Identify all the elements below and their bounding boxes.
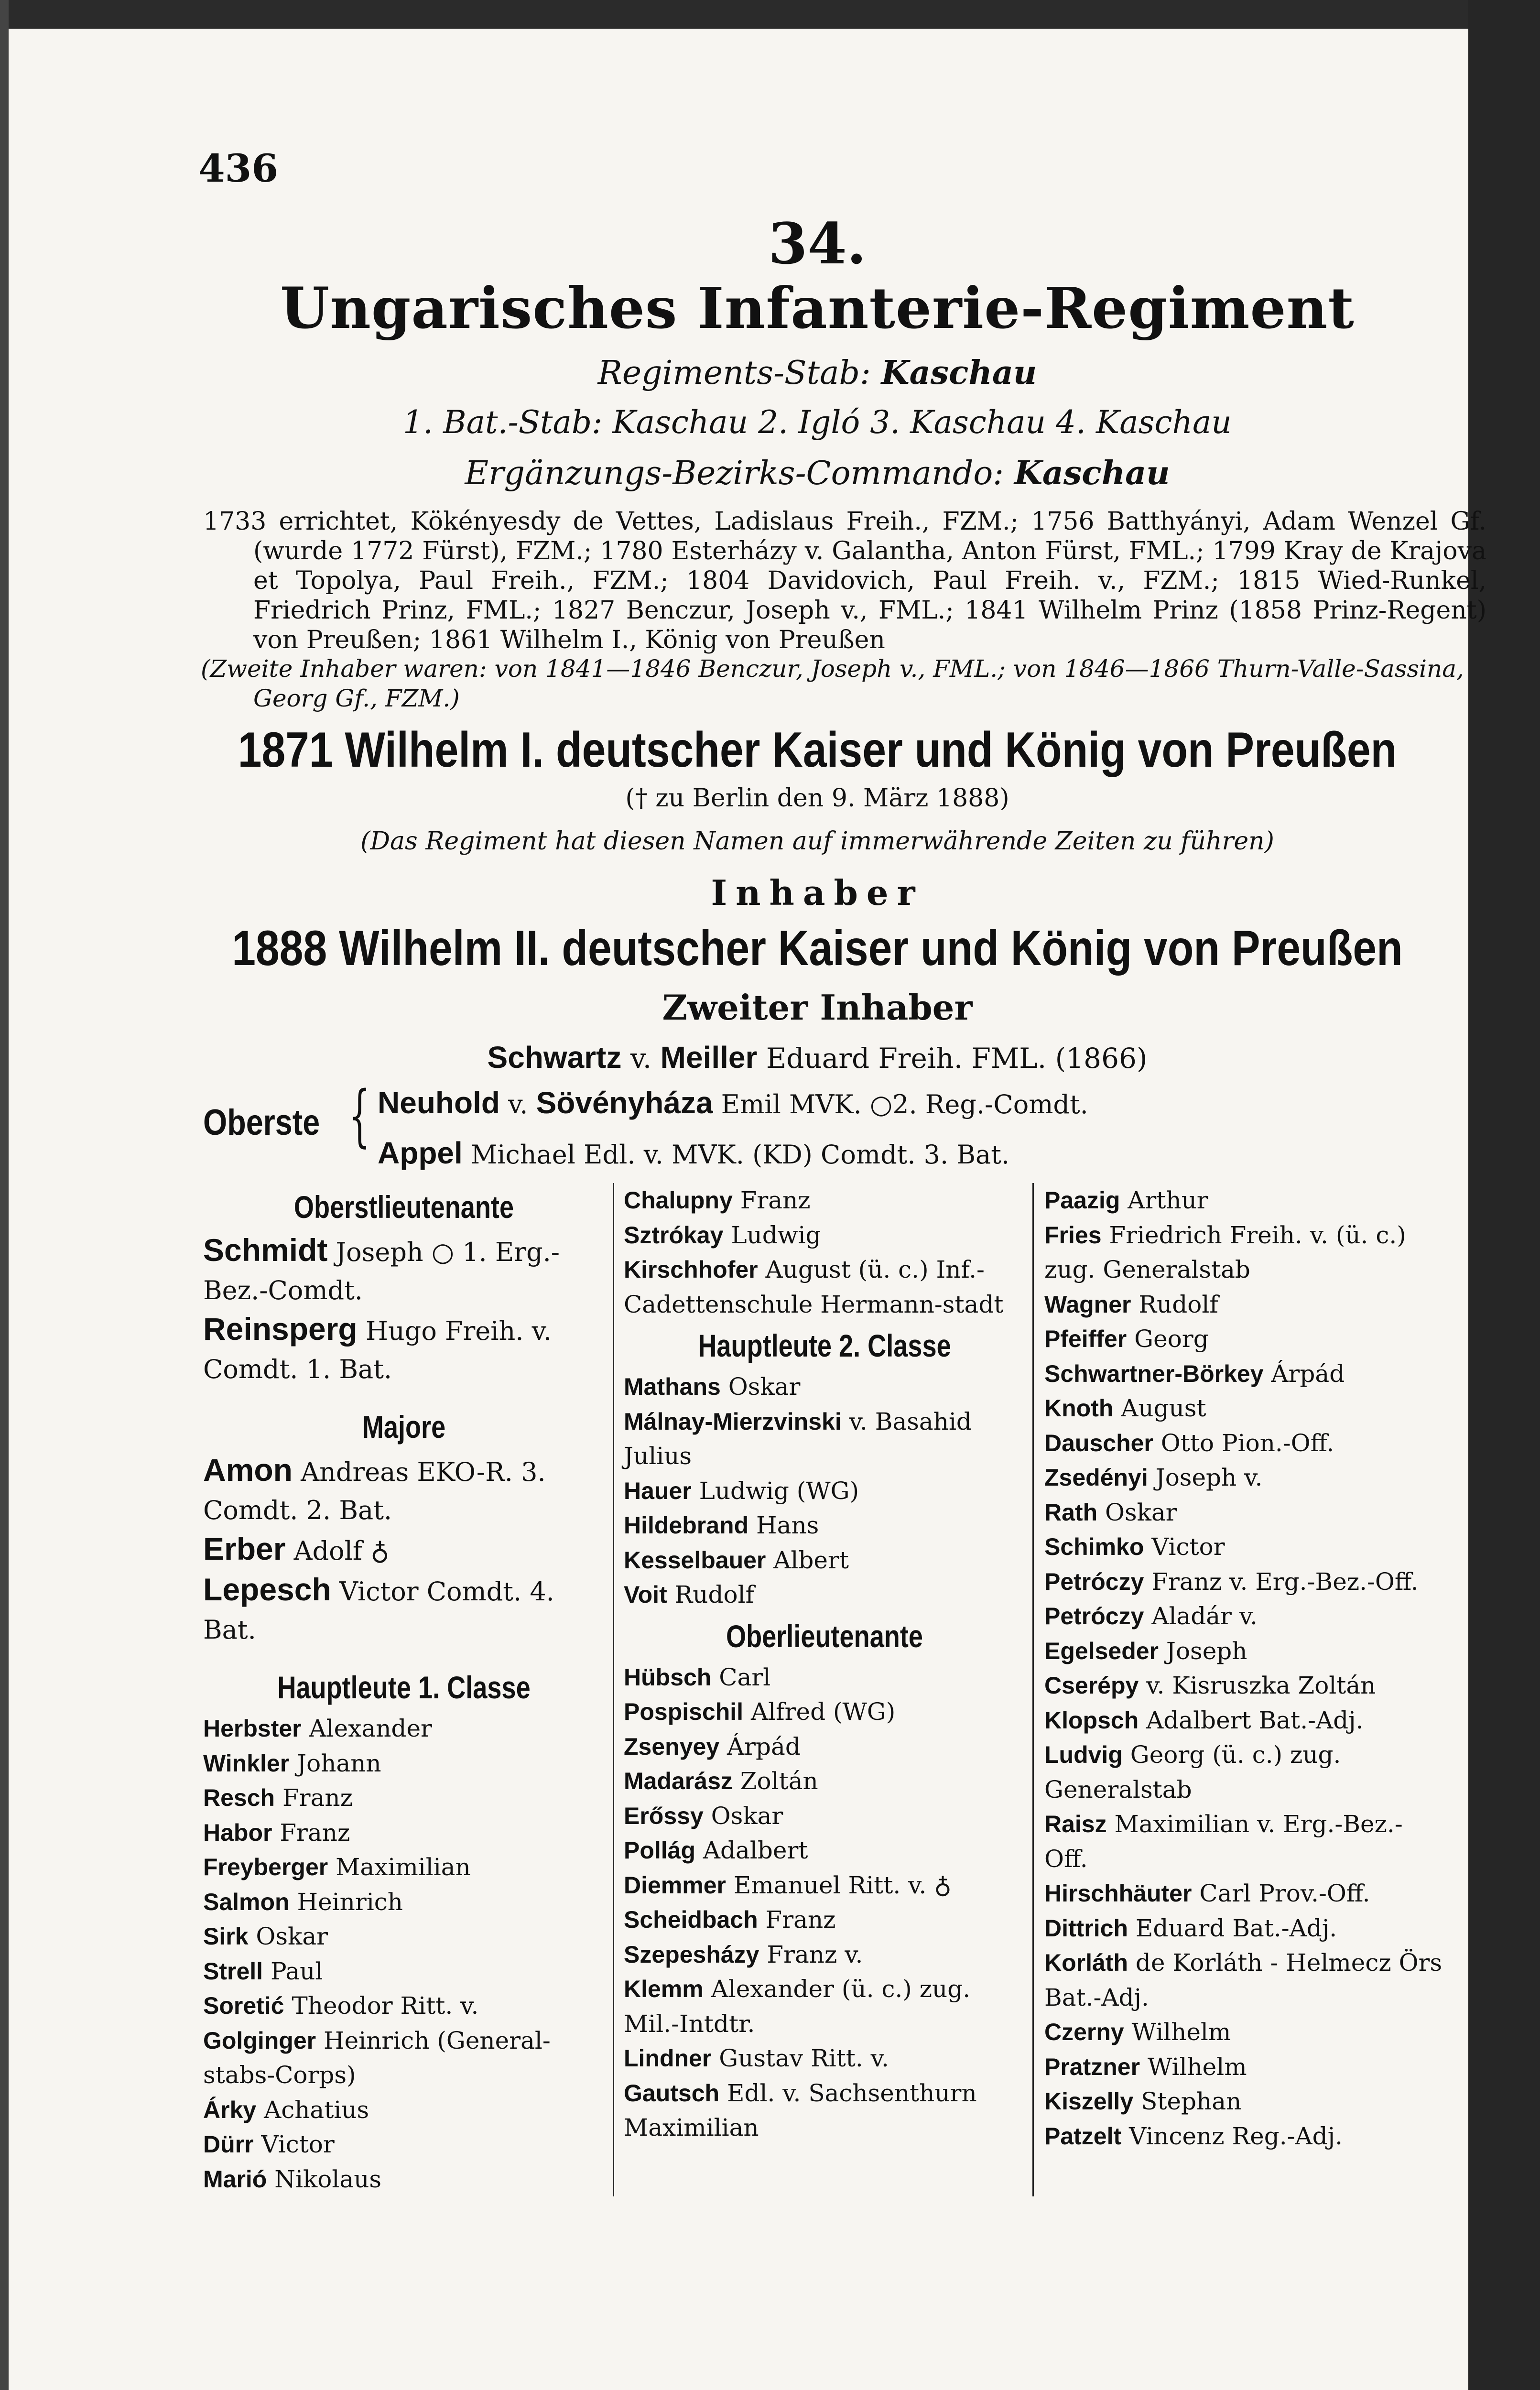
officer-surname: Herbster xyxy=(203,1715,302,1742)
officer-entry xyxy=(203,1850,605,1885)
officer-details: Carl Prov.-Off. xyxy=(1192,1879,1370,1907)
officer-details: Arthur xyxy=(1120,1186,1208,1214)
officer-entry xyxy=(1044,1495,1446,1530)
officer-details: Hugo Freih. v. Comdt. 1. Bat. xyxy=(203,1316,552,1384)
oberst-rest: Michael Edl. v. MVK. (KD) Comdt. 3. Bat. xyxy=(462,1140,1010,1170)
officer-details: Maximilian xyxy=(328,1853,471,1881)
officer-surname: Mathans xyxy=(624,1373,721,1400)
officer-surname: Kirschhofer xyxy=(624,1256,758,1283)
officer-surname: Golginger xyxy=(203,2027,316,2054)
officer-surname: Czerny xyxy=(1044,2019,1124,2045)
oberlieutenante-continued-list xyxy=(1044,1183,1446,2153)
officer-entry xyxy=(203,1570,605,1649)
officer-details: Joseph v. xyxy=(1148,1464,1263,1491)
officer-surname: Lepesch xyxy=(203,1572,331,1607)
officer-entry xyxy=(624,1474,1025,1509)
officer-entry xyxy=(1044,2050,1446,2085)
officer-surname: Rath xyxy=(1044,1499,1098,1526)
officer-details: Aladár v. xyxy=(1144,1602,1258,1630)
officer-entry xyxy=(624,1183,1025,1218)
officer-details: Victor xyxy=(253,2130,335,2158)
officer-entry xyxy=(1044,2015,1446,2050)
officer-surname: Fries xyxy=(1044,1221,1102,1249)
officer-entry xyxy=(1044,2119,1446,2154)
officer-entry xyxy=(624,1369,1025,1404)
column-middle xyxy=(624,1183,1025,2145)
officer-details: Árpád xyxy=(719,1732,801,1760)
officer-surname: Chalupny xyxy=(624,1187,733,1214)
officer-entry xyxy=(1044,1183,1446,1218)
stab-place: Kaschau xyxy=(881,354,1037,392)
heading-hauptleute-1: Hauptleute 1. Classe xyxy=(277,1670,531,1705)
officer-entry xyxy=(203,1919,605,1954)
officer-details: Theodor Ritt. v. xyxy=(284,1992,479,2020)
officer-surname: Korláth xyxy=(1044,1949,1128,1976)
officer-surname: Dittrich xyxy=(1044,1914,1128,1942)
battalion-stations: 1. Bat.-Stab: Kaschau 2. Igló 3. Kaschau 4. Kaschau xyxy=(403,404,1232,441)
officer-entry xyxy=(203,2093,605,2128)
zweiter-surname-2: Meiller xyxy=(660,1040,758,1075)
officer-entry xyxy=(624,1577,1025,1612)
officer-surname: Salmon xyxy=(203,1888,290,1915)
officer-surname: Patzelt xyxy=(1044,2122,1122,2150)
officer-details: v. Basahid Julius xyxy=(624,1407,972,1470)
officer-surname: Kesselbauer xyxy=(624,1546,766,1574)
officer-details: Maximilian v. Erg.-Bez.-Off. xyxy=(1044,1810,1403,1873)
officer-entry xyxy=(1044,1703,1446,1738)
officer-surname: Soretić xyxy=(203,1992,284,2019)
officer-details: Emanuel Ritt. v. ♁ xyxy=(726,1871,952,1899)
officer-entry xyxy=(624,1799,1025,1834)
officer-entry xyxy=(1044,1322,1446,1357)
officer-surname: Habor xyxy=(203,1819,272,1846)
officer-entry xyxy=(203,2127,605,2162)
officer-entry xyxy=(624,1543,1025,1578)
heading-majore: Majore xyxy=(362,1409,446,1445)
officer-details: Rudolf xyxy=(1131,1290,1218,1318)
hauptleute-2-list xyxy=(624,1369,1025,1612)
inhaber-heading: Inhaber xyxy=(711,872,924,913)
officer-entry xyxy=(1044,1391,1446,1426)
column-left xyxy=(203,1183,605,2196)
officer-surname: Klemm xyxy=(624,1976,704,2002)
officer-details: Albert xyxy=(766,1546,849,1574)
officer-details: Adalbert xyxy=(695,1836,808,1864)
officer-entry xyxy=(1044,1530,1446,1564)
erg-place: Kaschau xyxy=(1014,454,1170,492)
officer-entry xyxy=(1044,2084,1446,2119)
officer-entry xyxy=(1044,1599,1446,1634)
officer-entry xyxy=(1044,1911,1446,1946)
officer-surname: Knoth xyxy=(1044,1395,1114,1422)
officer-details: Ludwig xyxy=(723,1221,821,1249)
officer-surname: Pratzner xyxy=(1044,2053,1140,2080)
officer-details: Gustav Ritt. v. xyxy=(711,2044,889,2072)
officer-entry xyxy=(203,2023,605,2093)
regiment-title: Ungarisches Infanterie-Regiment xyxy=(280,275,1355,341)
stab-label: Regiments-Stab: xyxy=(597,354,871,392)
officer-entry xyxy=(203,1988,605,2023)
officer-details: Franz xyxy=(275,1784,353,1812)
officer-details: Vincenz Reg.-Adj. xyxy=(1121,2122,1343,2150)
officer-surname: Schwartner-Börkey xyxy=(1044,1360,1264,1387)
officer-details: Achatius xyxy=(256,2096,369,2124)
officer-details: Árpád xyxy=(1263,1359,1345,1388)
officer-details: de Korláth - Helmecz Örs Bat.-Adj. xyxy=(1044,1949,1442,2011)
officer-entry xyxy=(624,1508,1025,1543)
officer-surname: Strell xyxy=(203,1957,263,1985)
officer-entry xyxy=(1044,1945,1446,2015)
officer-surname: Hildebrand xyxy=(624,1512,749,1539)
officer-entry xyxy=(203,1231,605,1310)
officer-surname: Pospischil xyxy=(624,1698,744,1725)
officer-details: Franz v. xyxy=(759,1940,863,1968)
officer-details: Ludwig (WG) xyxy=(691,1477,859,1505)
officer-details: Rudolf xyxy=(667,1581,755,1608)
honorary-owner-1871: 1871 Wilhelm I. deutscher Kaiser und König von Preußen xyxy=(238,722,1397,778)
hauptleute-1-list xyxy=(203,1711,605,2196)
scan-border-top xyxy=(0,0,1540,29)
officer-details: Victor xyxy=(1144,1533,1225,1561)
regiments-stab xyxy=(0,354,1540,392)
death-note: († zu Berlin den 9. März 1888) xyxy=(625,784,1009,813)
column-right xyxy=(1044,1183,1446,2153)
officer-entry xyxy=(203,1746,605,1781)
officer-surname: Voit xyxy=(624,1581,667,1608)
officer-surname: Cserépy xyxy=(1044,1672,1139,1699)
officer-surname: Petróczy xyxy=(1044,1603,1144,1630)
officer-surname: Hübsch xyxy=(624,1663,712,1691)
officer-surname: Diemmer xyxy=(624,1871,726,1899)
officer-entry xyxy=(624,1972,1025,2041)
oberst-surname: Appel xyxy=(378,1136,463,1170)
officer-details: Franz xyxy=(758,1906,836,1934)
officer-details: Franz v. Erg.-Bez.-Off. xyxy=(1144,1567,1419,1596)
officer-surname: Amon xyxy=(203,1452,293,1488)
oberst-surname: Neuhold xyxy=(378,1086,500,1120)
officer-entry xyxy=(203,1885,605,1920)
officer-details: Georg xyxy=(1127,1325,1209,1353)
officer-entry xyxy=(624,1833,1025,1868)
officer-entry xyxy=(624,1937,1025,1972)
officer-surname: Marió xyxy=(203,2165,267,2193)
officer-surname: Madarász xyxy=(624,1768,733,1794)
zweiter-inhaber-entry xyxy=(0,1040,1540,1075)
officer-details: Andreas EKO-R. 3. Comdt. 2. Bat. xyxy=(203,1457,546,1525)
officer-surname: Hauer xyxy=(624,1477,692,1504)
officer-details: Alfred (WG) xyxy=(743,1698,896,1726)
officer-entry xyxy=(1044,1807,1446,1876)
oberste-brace: { xyxy=(349,1077,370,1155)
heading-oberstlieutenante: Oberstlieutenante xyxy=(293,1189,514,1225)
oberlieutenante-list xyxy=(624,1660,1025,2145)
oberste-label: Oberste xyxy=(203,1102,320,1143)
officer-surname: Erőssy xyxy=(624,1802,704,1829)
officer-details: August xyxy=(1113,1394,1206,1422)
officer-entry xyxy=(624,1252,1025,1322)
officer-details: Georg (ü. c.) zug. Generalstab xyxy=(1044,1741,1341,1803)
heading-hauptleute-2: Hauptleute 2. Classe xyxy=(698,1328,951,1363)
officer-surname: Szepesházy xyxy=(624,1941,759,1968)
oberst-mid: v. xyxy=(499,1089,536,1119)
officer-surname: Schmidt xyxy=(203,1232,328,1268)
officer-details: Eduard Bat.-Adj. xyxy=(1128,1914,1337,1942)
forever-note: (Das Regiment hat diesen Namen auf immerwährende Zeiten zu führen) xyxy=(360,827,1274,856)
officer-surname: Resch xyxy=(203,1784,275,1811)
officer-surname: Scheidbach xyxy=(624,1906,758,1933)
officer-entry xyxy=(1044,1460,1446,1495)
officer-entry xyxy=(624,2076,1025,2145)
officer-surname: Dauscher xyxy=(1044,1429,1153,1456)
officer-entry xyxy=(203,1451,605,1530)
hauptleute-1-continued-list xyxy=(624,1183,1025,1322)
officer-surname: Kiszelly xyxy=(1044,2088,1134,2115)
officer-details: Nikolaus xyxy=(267,2165,382,2193)
officer-entry xyxy=(1044,1357,1446,1391)
officer-surname: Zsenyey xyxy=(624,1733,720,1760)
officer-entry xyxy=(203,1530,605,1570)
officer-entry xyxy=(624,1218,1025,1253)
officer-entry xyxy=(1044,1738,1446,1807)
officer-surname: Erber xyxy=(203,1531,286,1566)
officer-surname: Dürr xyxy=(203,2131,254,2158)
officer-details: Wilhelm xyxy=(1140,2053,1247,2081)
ergaenzungs-bezirk xyxy=(0,454,1540,492)
officer-entry xyxy=(624,1660,1025,1695)
officer-surname: Pollág xyxy=(624,1837,696,1864)
officer-details: Heinrich xyxy=(289,1888,403,1916)
officer-details: August (ü. c.) Inf.-Cadettenschule Hermann-stadt xyxy=(624,1256,1004,1318)
officer-entry xyxy=(624,1868,1025,1903)
page-number: 436 xyxy=(198,146,278,191)
officer-entry xyxy=(203,1310,605,1389)
officer-details: Wilhelm xyxy=(1124,2018,1231,2046)
officer-details: Oskar xyxy=(703,1802,783,1830)
officer-surname: Schimko xyxy=(1044,1533,1144,1560)
regiment-history: 1733 errichtet, Kökényesdy de Vettes, Ladislaus Freih., FZM.; 1756 Batthyányi, Adam Wenzel Gf. (wurde 1772 Fürst), FZM.; 1780 Esterházy v. Galantha, Anton Fürst, FML.; 1799 Kray de Krajova et Topolya, Paul Freih., FZM.; 1804 Davidovich, Paul Freih. v., FZM.; 1815 Wied-Runkel, Friedrich Prinz, FML.; 1827 Benczur, Joseph v., FML.; 1841 Wilhelm Prinz (1858 Prinz-Regent) von Preußen; 1861 Wilhelm I., König von Preußen xyxy=(203,507,1486,654)
zweiter-mid: v. xyxy=(621,1042,661,1075)
officer-details: Johann xyxy=(289,1749,381,1777)
officer-entry xyxy=(203,1954,605,1989)
officer-surname: Reinsperg xyxy=(203,1311,358,1347)
officer-details: Oskar xyxy=(248,1923,328,1950)
column-divider xyxy=(1032,1183,1034,2196)
officer-entry xyxy=(1044,1634,1446,1669)
oberst-entry xyxy=(378,1135,1009,1171)
officer-entry xyxy=(624,1764,1025,1799)
officer-details: Joseph ○ 1. Erg.-Bez.-Comdt. xyxy=(203,1237,560,1305)
column-divider xyxy=(613,1183,614,2196)
officer-surname: Klopsch xyxy=(1044,1706,1139,1734)
officer-entry xyxy=(203,1815,605,1850)
officer-entry xyxy=(624,1404,1025,1474)
officer-entry xyxy=(624,1695,1025,1729)
officer-entry xyxy=(203,1711,605,1746)
officer-details: Otto Pion.-Off. xyxy=(1153,1429,1334,1457)
officer-details: v. Kisruszka Zoltán xyxy=(1139,1672,1376,1699)
officer-details: Alexander xyxy=(301,1715,432,1742)
officer-surname: Raisz xyxy=(1044,1811,1107,1837)
officer-details: Edl. v. Sachsenthurn Maximilian xyxy=(624,2079,977,2141)
officer-details: Oskar xyxy=(1097,1498,1177,1526)
second-inhaber-note: (Zweite Inhaber waren: von 1841—1846 Benczur, Joseph v., FML.; von 1846—1866 Thurn-Valle-Sassina, Georg Gf., FZM.) xyxy=(201,655,1464,712)
officer-surname: Paazig xyxy=(1044,1187,1120,1214)
officer-details: Stephan xyxy=(1133,2087,1242,2115)
officer-surname: Sztrókay xyxy=(624,1221,724,1249)
officer-details: Adalbert Bat.-Adj. xyxy=(1139,1706,1364,1734)
officer-details: Paul xyxy=(263,1957,323,1985)
erg-label: Ergänzungs-Bezirks-Commando: xyxy=(465,455,1004,492)
officer-surname: Árky xyxy=(203,2096,257,2123)
oberst-surname-2: Sövényháza xyxy=(536,1086,713,1120)
oberst-entry xyxy=(378,1085,1088,1120)
officer-surname: Ludvig xyxy=(1044,1741,1123,1768)
zweiter-rest: Eduard Freih. FML. (1866) xyxy=(757,1042,1148,1075)
officer-details: Victor Comdt. 4. Bat. xyxy=(203,1576,554,1645)
oberst-rest: Emil MVK. ○2. Reg.-Comdt. xyxy=(713,1089,1088,1119)
officer-details: Heinrich (General-stabs-Corps) xyxy=(203,2026,551,2089)
officer-details: Franz xyxy=(732,1186,811,1214)
heading-oberlieutenante: Oberlieutenante xyxy=(726,1618,923,1654)
officer-entry xyxy=(203,2162,605,2197)
officer-details: Oskar xyxy=(720,1373,801,1401)
zweiter-surname: Schwartz xyxy=(487,1040,622,1075)
zweiter-inhaber-heading: Zweiter Inhaber xyxy=(662,987,973,1028)
majore-list xyxy=(203,1451,605,1649)
officer-entry xyxy=(1044,1287,1446,1322)
officer-entry xyxy=(624,2041,1025,2076)
officer-details: Adolf ♁ xyxy=(285,1536,390,1566)
officer-surname: Freyberger xyxy=(203,1854,328,1880)
officer-details: Alexander (ü. c.) zug. Mil.-Intdtr. xyxy=(624,1975,971,2038)
officer-details: Joseph xyxy=(1159,1637,1247,1665)
officer-details: Zoltán xyxy=(732,1767,818,1795)
officer-details: Carl xyxy=(711,1663,771,1691)
officer-entry xyxy=(1044,1668,1446,1703)
oberstlieutenante-list xyxy=(203,1231,605,1389)
officer-surname: Egelseder xyxy=(1044,1637,1159,1664)
officer-details: Franz xyxy=(272,1818,350,1847)
officer-entry xyxy=(1044,1876,1446,1911)
officer-surname: Lindner xyxy=(624,2045,712,2072)
officer-surname: Winkler xyxy=(203,1749,290,1777)
inhaber-1888: 1888 Wilhelm II. deutscher Kaiser und König von Preußen xyxy=(232,921,1403,976)
officer-surname: Hirschhäuter xyxy=(1044,1880,1192,1907)
officer-entry xyxy=(1044,1564,1446,1599)
officer-entry xyxy=(624,1729,1025,1764)
officer-surname: Málnay-Mierzvinski xyxy=(624,1408,842,1435)
officer-details: Hans xyxy=(748,1511,819,1539)
officer-surname: Wagner xyxy=(1044,1291,1131,1318)
officer-surname: Zsedényi xyxy=(1044,1464,1148,1491)
officer-entry xyxy=(1044,1218,1446,1287)
officer-entry xyxy=(203,1781,605,1815)
officer-entry xyxy=(1044,1426,1446,1461)
officer-surname: Pfeiffer xyxy=(1044,1325,1127,1352)
officer-surname: Sirk xyxy=(203,1923,249,1950)
officer-surname: Gautsch xyxy=(624,2079,720,2107)
officer-details: Friedrich Freih. v. (ü. c.) zug. Generalstab xyxy=(1044,1221,1406,1283)
officer-surname: Petróczy xyxy=(1044,1568,1144,1595)
regiment-number: 34. xyxy=(768,210,867,277)
officer-entry xyxy=(624,1902,1025,1937)
